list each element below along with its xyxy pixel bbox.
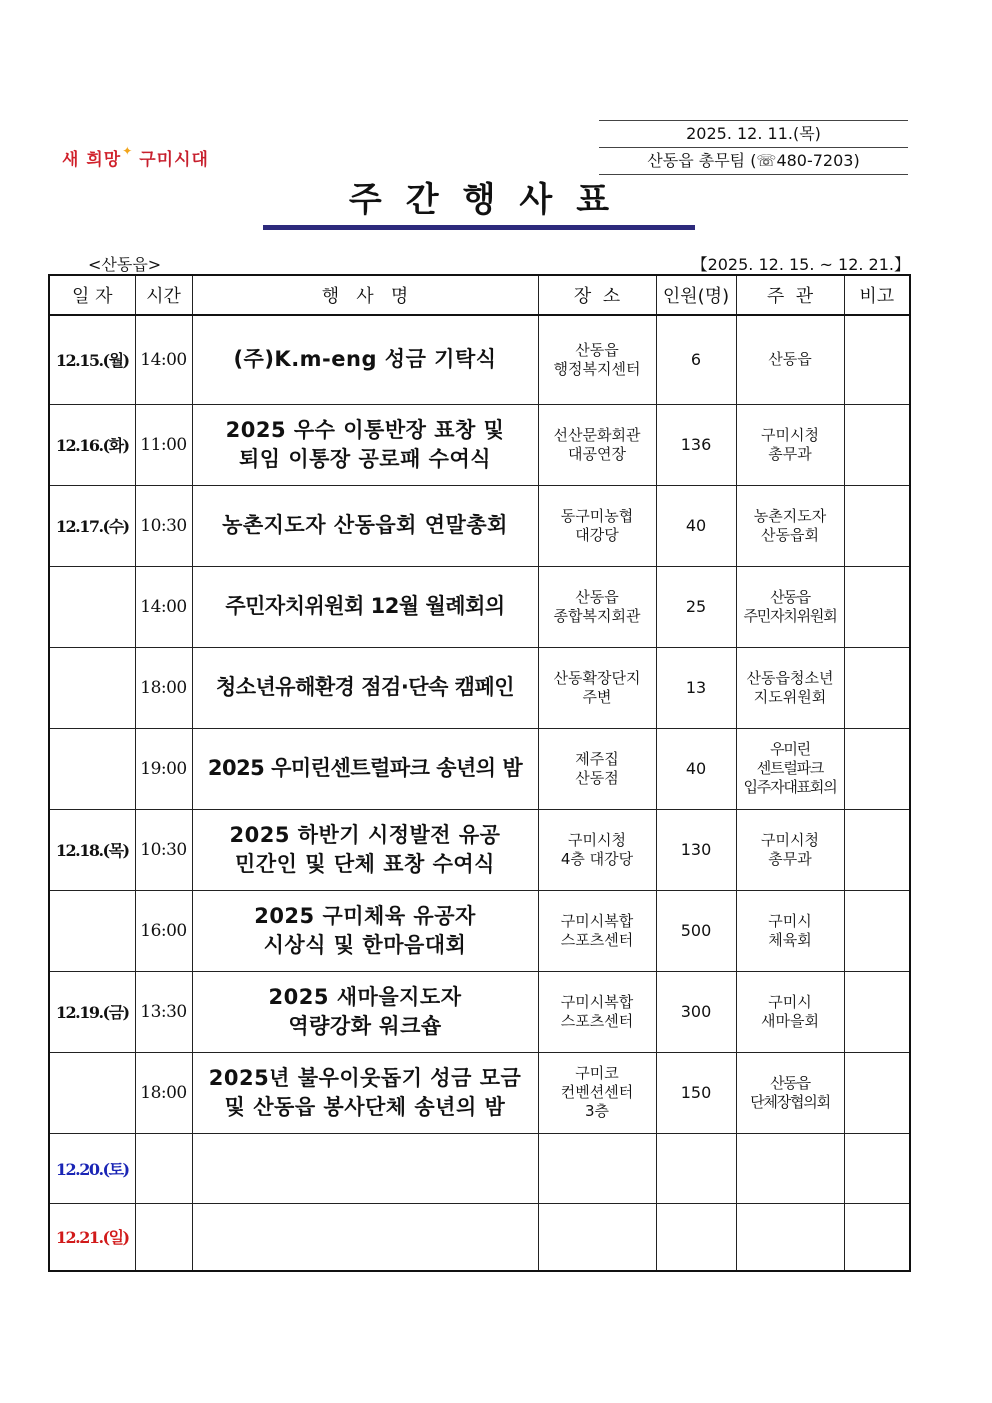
table-row [49,485,910,566]
note-cell [844,890,910,971]
date-cell [49,890,135,971]
place-cell: 구미시복합 스포츠센터 [538,971,656,1052]
date-cell: 12.18.(목) [49,809,135,890]
place-cell: 선산문화회관 대공연장 [538,404,656,485]
event-cell: 2025 구미체육 유공자 시상식 및 한마음대회 [192,890,538,971]
table-row [49,566,910,647]
time-cell: 14:00 [135,315,192,404]
note-cell [844,971,910,1052]
date-cell: 12.21.(일) [49,1203,135,1271]
title-underline [263,225,695,230]
table-row [49,890,910,971]
time-cell: 11:00 [135,404,192,485]
note-cell [844,1133,910,1203]
info-box [599,120,908,175]
time-cell [135,1133,192,1203]
note-cell [844,809,910,890]
place-cell [538,1133,656,1203]
date-cell [49,647,135,728]
count-cell: 6 [656,315,736,404]
note-cell [844,728,910,809]
place-cell [538,1203,656,1271]
place-cell: 구미코 컨벤션센터 3층 [538,1052,656,1133]
count-cell [656,1203,736,1271]
count-cell: 500 [656,890,736,971]
count-cell: 25 [656,566,736,647]
date-cell [49,1052,135,1133]
event-cell [192,1203,538,1271]
issue-date: 2025. 12. 11.(목) [599,120,908,147]
note-cell [844,1052,910,1133]
time-cell: 18:00 [135,1052,192,1133]
col-host-header: 주 관 [736,275,844,315]
host-cell: 산동읍 단체장협의회 [736,1052,844,1133]
table-row [49,404,910,485]
count-cell: 130 [656,809,736,890]
count-cell: 13 [656,647,736,728]
event-cell: 2025년 불우이웃돕기 성금 모금 및 산동읍 봉사단체 송년의 밤 [192,1052,538,1133]
count-cell: 300 [656,971,736,1052]
date-cell: 12.16.(화) [49,404,135,485]
star-icon: ✦ [122,144,133,158]
logo [62,140,209,170]
note-cell [844,485,910,566]
note-cell [844,404,910,485]
time-cell: 19:00 [135,728,192,809]
table-row [49,809,910,890]
event-cell [192,1133,538,1203]
event-cell: 2025 새마을지도자 역량강화 워크숍 [192,971,538,1052]
time-cell: 16:00 [135,890,192,971]
page-title: 주간행사표 [348,180,634,220]
host-cell: 구미시 새마을회 [736,971,844,1052]
event-cell: 청소년유해환경 점검·단속 캠페인 [192,647,538,728]
time-cell: 18:00 [135,647,192,728]
logo-text-new-hope: 새 희망 [62,150,122,170]
col-count-header: 인원(명) [656,275,736,315]
host-cell: 우미린 센트럴파크 입주자대표회의 [736,728,844,809]
time-cell [135,1203,192,1271]
note-cell [844,647,910,728]
date-cell: 12.20.(토) [49,1133,135,1203]
time-cell: 10:30 [135,485,192,566]
host-cell: 구미시 체육회 [736,890,844,971]
note-cell [844,566,910,647]
col-date-header: 일 자 [49,275,135,315]
col-time-header: 시간 [135,275,192,315]
host-cell: 구미시청 총무과 [736,809,844,890]
count-cell [656,1133,736,1203]
place-cell: 구미시복합 스포츠센터 [538,890,656,971]
count-cell: 150 [656,1052,736,1133]
date-cell: 12.15.(월) [49,315,135,404]
host-cell: 산동읍 [736,315,844,404]
org-label: <산동읍> [88,255,162,274]
event-cell: (주)K.m-eng 성금 기탁식 [192,315,538,404]
place-cell: 산동확장단지 주변 [538,647,656,728]
table-row [49,728,910,809]
col-note-header: 비고 [844,275,910,315]
host-cell [736,1133,844,1203]
note-cell [844,315,910,404]
time-cell: 10:30 [135,809,192,890]
date-cell [49,566,135,647]
place-cell: 동구미농협 대강당 [538,485,656,566]
time-cell: 14:00 [135,566,192,647]
team-contact: 산동읍 총무팀 (☏480-7203) [599,147,908,175]
count-cell: 40 [656,728,736,809]
note-cell [844,1203,910,1271]
col-place-header: 장 소 [538,275,656,315]
date-cell: 12.19.(금) [49,971,135,1052]
time-cell: 13:30 [135,971,192,1052]
table-row [49,1133,910,1203]
table-row [49,315,910,404]
logo-text-gumi: 구미시대 [139,150,209,170]
count-cell: 136 [656,404,736,485]
event-cell: 2025 우수 이통반장 표창 및 퇴임 이통장 공로패 수여식 [192,404,538,485]
date-cell: 12.17.(수) [49,485,135,566]
table-row [49,971,910,1052]
host-cell: 농촌지도자 산동읍회 [736,485,844,566]
place-cell: 산동읍 행정복지센터 [538,315,656,404]
place-cell: 제주집 산동점 [538,728,656,809]
table-row [49,1203,910,1271]
host-cell: 구미시청 총무과 [736,404,844,485]
period-label: 【2025. 12. 15. ~ 12. 21.】 [691,255,910,274]
event-cell: 농촌지도자 산동읍회 연말총회 [192,485,538,566]
place-cell: 산동읍 종합복지회관 [538,566,656,647]
event-cell: 주민자치위원회 12월 월례회의 [192,566,538,647]
host-cell: 산동읍 주민자치위원회 [736,566,844,647]
event-cell: 2025 하반기 시정발전 유공 민간인 및 단체 표창 수여식 [192,809,538,890]
schedule-table [48,274,911,1272]
date-cell [49,728,135,809]
host-cell: 산동읍청소년 지도위원회 [736,647,844,728]
table-header [49,275,910,315]
col-event-header: 행 사 명 [192,275,538,315]
table-row [49,1052,910,1133]
event-cell: 2025 우미린센트럴파크 송년의 밤 [192,728,538,809]
host-cell [736,1203,844,1271]
place-cell: 구미시청 4층 대강당 [538,809,656,890]
table-row [49,647,910,728]
count-cell: 40 [656,485,736,566]
